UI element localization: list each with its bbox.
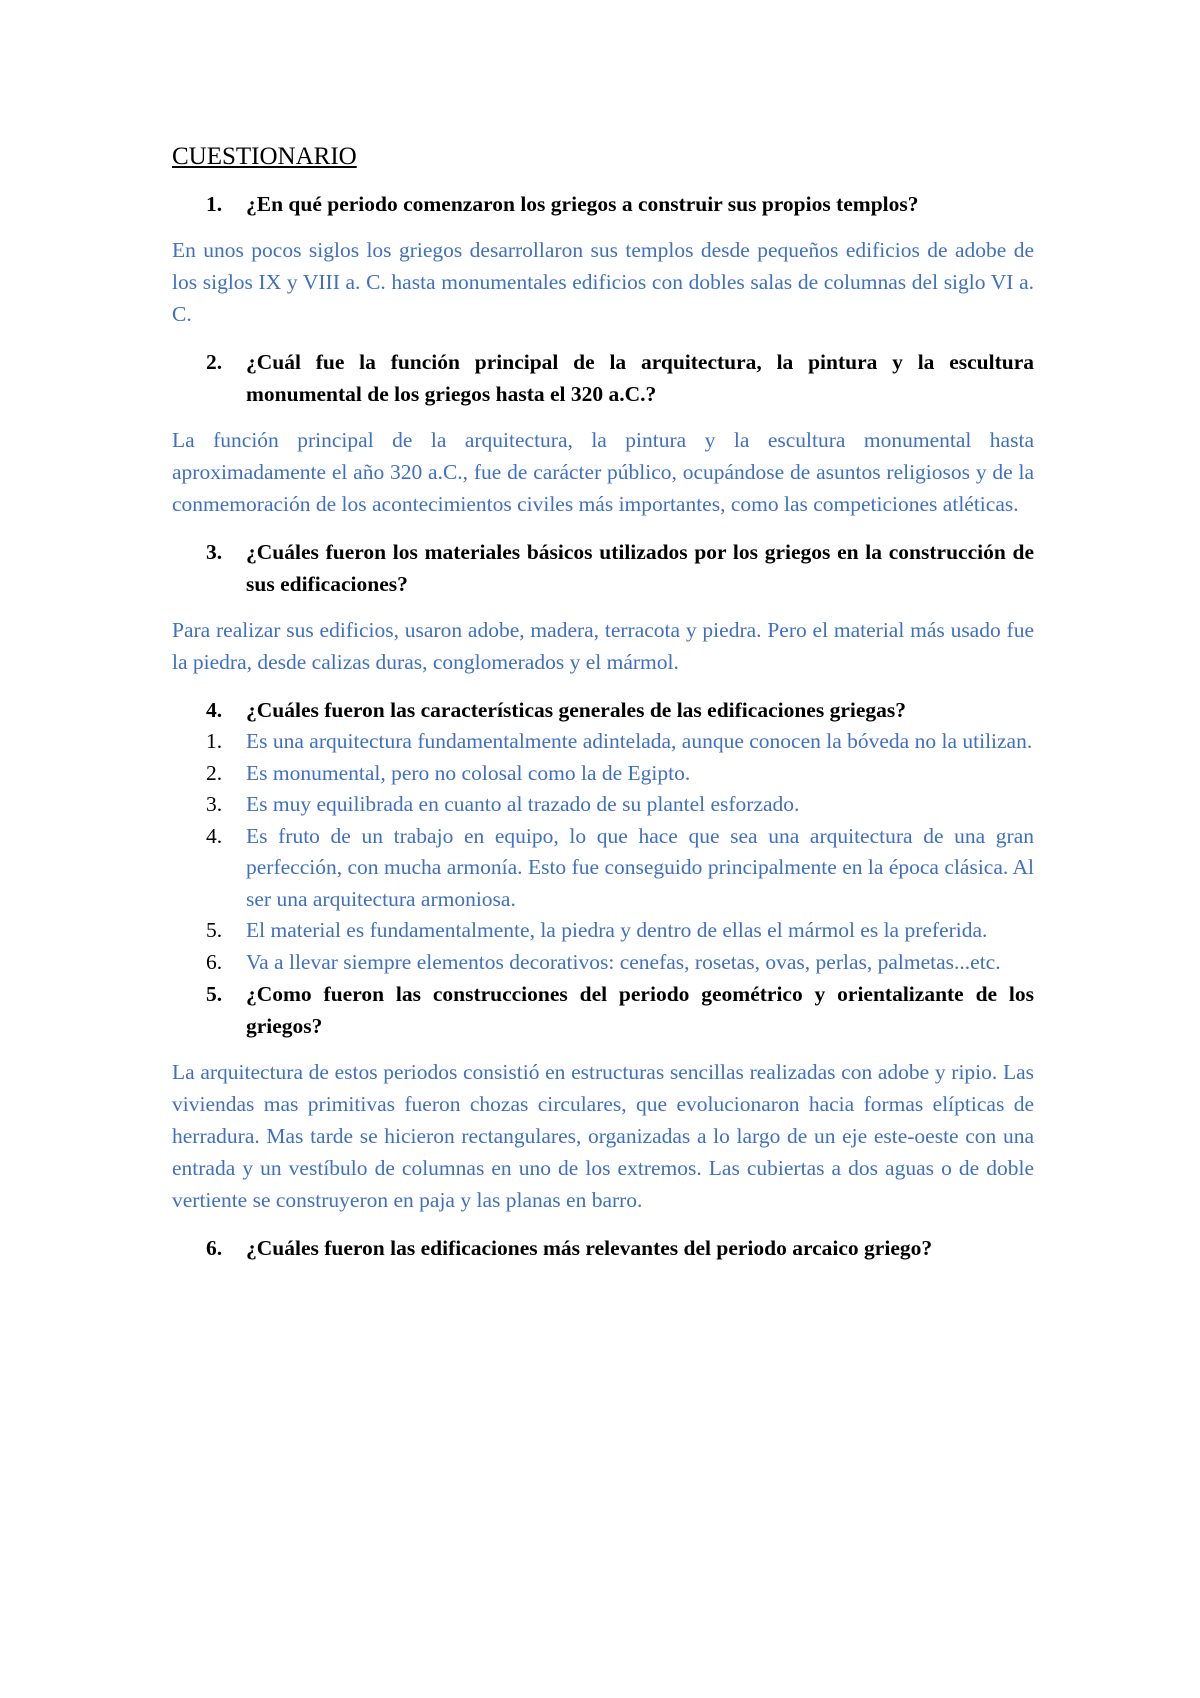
question-text: ¿Como fueron las construcciones del periodo geométrico y orientalizante de los griegos? — [246, 982, 1034, 1038]
list-item-number: 5. — [206, 918, 223, 942]
list-item-text: Es monumental, pero no colosal como la de Egipto. — [246, 760, 691, 785]
list-item-text: Es muy equilibrada en cuanto al trazado de su plantel esforzado. — [246, 792, 800, 816]
question-number: 3. — [206, 540, 223, 564]
question-number: 5. — [206, 982, 223, 1006]
answer-2: La función principal de la arquitectura, la pintura y la escultura monumental hasta aproximadamente el año 320 a.C., fue de carácter público, ocupándose de asuntos religiosos y de la conmemoración de los acontecimientos civiles más importantes, como las competiciones atléticas. — [172, 428, 1034, 516]
list-item-text: Va a llevar siempre elementos decorativos: cenefas, rosetas, ovas, perlas, palmetas...etc. — [246, 949, 1001, 974]
list-item — [172, 947, 1034, 979]
question-number: 6. — [206, 1236, 223, 1260]
list-item — [172, 726, 1034, 758]
list-item-text: El material es fundamentalmente, la piedra y dentro de ellas el mármol es la preferida. — [246, 918, 988, 942]
list-item — [172, 915, 1034, 947]
list-item-number: 6. — [206, 949, 223, 974]
question-1 — [172, 188, 1034, 220]
question-text: ¿Cuáles fueron las características generales de las edificaciones griegas? — [246, 698, 907, 722]
document-page — [172, 140, 1034, 1264]
question-5 — [172, 978, 1034, 1042]
answer-3: Para realizar sus edificios, usaron adobe, madera, terracota y piedra. Pero el material más usado fue la piedra, desde calizas duras, conglomerados y el mármol. — [172, 618, 1034, 674]
question-text: ¿En qué periodo comenzaron los griegos a construir sus propios templos? — [246, 192, 919, 216]
answer-1: En unos pocos siglos los griegos desarrollaron sus templos desde pequeños edificios de adobe de los siglos IX y VIII a. C. hasta monumentales edificios con dobles salas de columnas del siglo VI a. C. — [172, 238, 1034, 326]
question-number: 1. — [206, 192, 223, 216]
list-item-text: Es fruto de un trabajo en equipo, lo que hace que sea una arquitectura de una gran perfección, con mucha armonía. Esto fue conseguido principalmente en la época clásica. Al ser una arquitectura armoniosa. — [246, 823, 1034, 911]
question-number: 2. — [206, 350, 223, 374]
list-item-text: Es una arquitectura fundamentalmente adintelada, aunque conocen la bóveda no la utilizan. — [246, 729, 1033, 753]
list-item-number: 4. — [206, 823, 223, 848]
question-text: ¿Cuáles fueron las edificaciones más relevantes del periodo arcaico griego? — [246, 1236, 933, 1260]
answer-5: La arquitectura de estos periodos consistió en estructuras sencillas realizadas con adobe y ripio. Las viviendas mas primitivas fueron chozas circulares, que evolucionaron hacia formas elípticas de herradura. Mas tarde se hicieron rectangulares, organizadas a lo largo de un eje este-oeste con una entrada y un vestíbulo de columnas en uno de los extremos. Las cubiertas a dos aguas o de doble vertiente se construyeron en paja y las planas en barro. — [172, 1060, 1034, 1212]
list-item — [172, 821, 1034, 916]
question-text: ¿Cuál fue la función principal de la arquitectura, la pintura y la escultura monumental de los griegos hasta el 320 a.C.? — [246, 350, 1034, 406]
characteristics-list — [172, 726, 1034, 978]
list-item — [172, 758, 1034, 790]
list-item-number: 3. — [206, 792, 223, 816]
list-item-number: 1. — [206, 729, 223, 753]
list-item — [172, 789, 1034, 821]
list-item-number: 2. — [206, 760, 223, 785]
question-number: 4. — [206, 698, 223, 722]
document-title: CUESTIONARIO — [172, 143, 357, 170]
question-4 — [172, 694, 1034, 726]
question-text: ¿Cuáles fueron los materiales básicos utilizados por los griegos en la construcción de sus edificaciones? — [246, 540, 1034, 596]
question-3 — [172, 536, 1034, 600]
question-6 — [172, 1232, 1034, 1264]
question-2 — [172, 346, 1034, 410]
